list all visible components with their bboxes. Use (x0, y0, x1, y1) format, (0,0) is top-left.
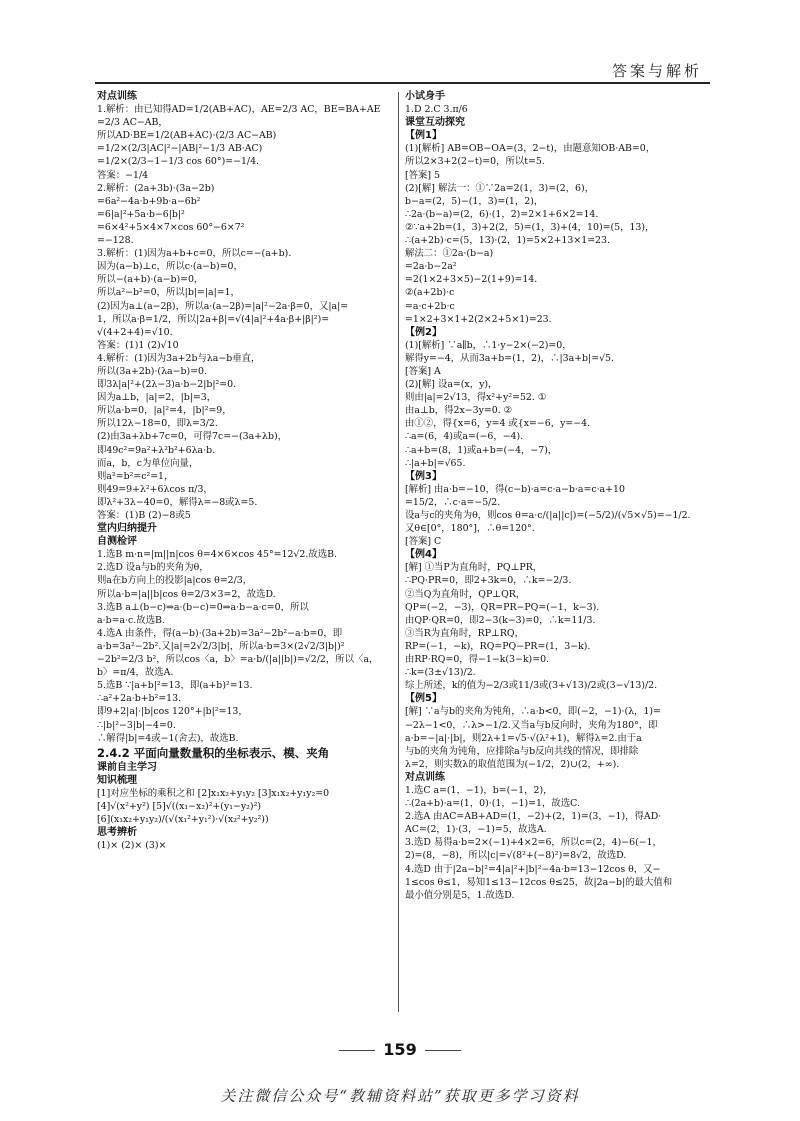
left-text-line: 则49=9+λ²+6λcos π/3， (97, 483, 213, 495)
left-text-line: 1.选B m·n=|m||n|cos θ=4×6×cos 45°=12√2.故选B. (97, 549, 337, 561)
right-text-line: 2)=(8，−8)，所以|c|=√(8²+(−8)²)=8√2，故选D. (405, 850, 627, 862)
left-text-line: 4.解析：(1)因为3a+2b与λa−b垂直， (97, 352, 261, 364)
right-text-line: 设a与c的夹角为θ，则cos θ=a·c/(|a||c|)=(−5/2)/(√5×√5)=−1/2. (405, 510, 691, 521)
right-text-line: =15/2，∴c·a=−5/2. (405, 496, 501, 508)
right-text-line: ∴(2a+b)·a=(1，0)·(1，−1)=1，故选C. (405, 798, 580, 810)
right-text-heading: 【例1】 (405, 130, 442, 142)
page-header (95, 58, 710, 84)
left-text-line: 所以a·b=0，|a|²=4，|b|²=9， (97, 405, 232, 417)
right-text-line: =1×2+3×1+2(2×2+5×1)=23. (405, 313, 552, 325)
right-text-line: [答案] C (405, 536, 442, 548)
page-number-text: 159 (383, 1040, 417, 1059)
left-text-line: 即49c²=9a²+λ²b²+6λa·b. (97, 444, 216, 456)
right-text-heading: 【例5】 (405, 693, 442, 705)
left-text-line: 4.选A 由条件，得(a−b)·(3a+2b)=3a²−2b²−a·b=0，即 (97, 627, 343, 639)
left-text-line: 3.解析：(1)因为a+b+c=0，所以c=−(a+b). (97, 248, 292, 260)
right-text-line: [答案] 5 (405, 169, 441, 181)
left-text-line: ∴|b|²−3|b|−4=0. (97, 719, 176, 731)
right-text-line: 则由|a|=2√13，得x²+y²=52. ① (405, 392, 547, 404)
right-text-line: (1)[解析] ∵a∥b，∴1·y−2×(−2)=0， (405, 339, 572, 351)
right-text-line: [答案] A (405, 365, 441, 377)
left-text-line: 因为a⊥b，|a|=2，|b|=3， (97, 392, 217, 404)
left-text-line: 答案：(1)B (2)−8或5 (97, 510, 191, 521)
left-text-line: −2b²=2/3 b²，所以cos〈a，b〉=a·b/(|a||b|)=√2/2，所以〈a， (97, 654, 379, 666)
page-number-dash-right (425, 1050, 461, 1051)
header-rule (95, 82, 710, 84)
right-text-line: 4.选D 由于|2a−b|²=4|a|²+|b|²−4a·b=13−12cos θ，又− (405, 863, 661, 875)
right-text-line: (2)[解] 解法一：①∵2a=2(1，3)=(2，6)， (405, 182, 595, 194)
right-text-line: ∴(a+2b)·c=(5，13)·(2，1)=5×2+13×1=23. (405, 235, 610, 247)
right-text-line: AC=(2，1)·(3，−1)=5，故选A. (405, 824, 547, 836)
right-text-heading: 【例3】 (405, 470, 442, 482)
left-text-line: =2/3 AC−AB， (97, 117, 168, 129)
left-text-heading: 思考辨析 (97, 827, 137, 839)
left-text-line: (2)因为a⊥(a−2β)，所以a·(a−2β)=|a|²−2a·β=0，又|a|= (97, 300, 349, 312)
right-text-line: 所以2×3+2(2−t)=0，所以t=5. (405, 156, 545, 168)
left-text-heading: 知识梳理 (97, 774, 137, 786)
left-text-line: 答案：(1)1 (2)√10 (97, 339, 179, 351)
right-text-heading: 小试身手 (405, 91, 445, 102)
right-text-line: 1.选C a=(1，−1)，b=(−1，2)， (405, 784, 553, 796)
left-text-line: (1)× (2)× (3)× (97, 840, 167, 852)
right-text-line: =2a·b−2a² (405, 261, 457, 273)
left-text-line: =1/2×(2/3|AC|²−|AB|²−1/3 AB·AC) (97, 143, 263, 155)
page-number (0, 1040, 800, 1059)
left-text-line: (2)由3a+λb+7c=0，可得7c=−(3a+λb)， (97, 431, 287, 443)
left-text-line: 即λ²+3λ−40=0，解得λ=−8或λ=5. (97, 496, 258, 508)
right-text-heading: 课堂互动探究 (405, 117, 465, 129)
right-text-line: 由QP·QR=0，即2−3(k−3)=0，∴k=11/3. (405, 614, 596, 626)
left-text-line: 而a，b，c为单位向量， (97, 457, 199, 469)
left-text-heading: 对点训练 (97, 91, 137, 102)
right-text-line: 3.选D 易得a·b=2×(−1)+4×2=6，所以c=(2，4)−6(−1， (405, 837, 662, 849)
right-text-line: b−a=(2，5)−(1，3)=(1，2)， (405, 195, 544, 207)
right-text-line: ②∵a+2b=(1，3)+2(2，5)=(1，3)+(4，10)=(5，13)， (405, 221, 655, 233)
left-text-heading: 课前自主学习 (97, 761, 157, 773)
left-text-line: 2.解析：(2a+3b)·(3a−2b) (97, 182, 215, 194)
right-text-line: [解] ①当P为直角时，PQ⊥PR， (405, 562, 543, 574)
left-text-line: 所以AD·BE=1/2(AB+AC)·(2/3 AC−AB) (97, 130, 277, 142)
right-text-line: 综上所述，k的值为−2/3或11/3或(3+√13)/2或(3−√13)/2. (405, 680, 658, 692)
left-text-line: 因为(a−b)⊥c，所以c·(a−b)=0， (97, 261, 243, 273)
left-text-line: 所以−(a+b)·(a−b)=0， (97, 274, 204, 286)
right-text-line: λ=2，则实数λ的取值范围为(−1/2，2)∪(2，+∞). (405, 758, 620, 770)
right-text-line: (1)[解析] AB=OB−OA=(3，2−t)，由题意知OB·AB=0， (405, 143, 656, 155)
left-text-line: =6a²−4a·b+9b·a−6b² (97, 195, 201, 207)
right-text-line: ∴2a·(b−a)=(2，6)·(1，2)=2×1+6×2=14. (405, 208, 599, 220)
right-text-line: ∴PQ·PR=0，即2+3k=0，∴k=−2/3. (405, 575, 572, 587)
left-text-heading: 2.4.2 平面向量数量积的坐标表示、模、夹角 (97, 745, 330, 760)
right-text-line: ∴|a+b|=√65. (405, 457, 466, 469)
left-text-line: =6×4²+5×4×7×cos 60°−6×7² (97, 221, 245, 233)
left-text-line: 所以12λ−18=0，即λ=3/2. (97, 418, 218, 430)
right-column (405, 90, 710, 902)
right-text-line: 2.选A 由AC=AB+AD=(1，−2)+(2，1)=(3，−1)，得AD· (405, 811, 662, 823)
column-divider (398, 92, 399, 1012)
left-text-heading: 堂内归纳提升 (97, 523, 157, 535)
right-text-line: 与b的夹角为钝角，应排除a与b反向共线的情况，即排除 (405, 745, 639, 757)
right-text-line: [解] ∵a与b的夹角为钝角，∴a·b<0，即(−2，−1)·(λ，1)= (405, 706, 661, 718)
right-text-heading: 对点训练 (405, 771, 445, 783)
right-text-line: ∴a=(6，4)或a=(−6，−4). (405, 431, 524, 443)
right-text-line: ②(a+2b)·c (405, 287, 455, 299)
left-text-line: √(4+2+4)=√10. (97, 326, 173, 338)
left-text-line: [4]√(x²+y²) [5]√((x₁−x₂)²+(y₁−y₂)²) (97, 800, 261, 812)
right-text-line: ③当R为直角时，RP⊥RQ， (405, 627, 524, 639)
left-text-line: =6|a|²+5a·b−6|b|² (97, 208, 185, 220)
right-text-line: [解析] 由a·b=−10，得(c−b)·a=c·a−b·a=c·a+10 (405, 483, 625, 495)
right-text-line: 1≤cos θ≤1，易知1≤13−12cos θ≤25，故|2a−b|的最大值和 (405, 876, 673, 888)
left-text-line: [6](x₁x₂+y₁y₂)/(√(x₁²+y₁²)·√(x₂²+y₂²)) (97, 814, 269, 826)
left-text-line: 所以a²−b²=0，所以|b|=|a|=1， (97, 287, 240, 299)
left-text-line: 所以a·b=|a||b|cos θ=2/3×3=2，故选D. (97, 588, 276, 600)
left-column (97, 90, 397, 852)
right-text-line: a·b=−|a|·|b|，则2λ+1=√5·√(λ²+1)，解得λ=2.由于a (405, 732, 642, 744)
left-text-line: 所以(3a+2b)·(λa−b)=0. (97, 365, 207, 377)
right-text-line: (2)[解] 设a=(x，y)， (405, 379, 498, 391)
left-text-line: 1，所以a·β=1/2，所以|2a+β|=√(4|a|²+4a·β+|β|²)= (97, 313, 330, 325)
left-text-line: ∴解得|b|=4或−1(舍去)，故选B. (97, 732, 239, 744)
header-title: 答案与解析 (611, 62, 702, 80)
right-text-line: 最小值分别是5，1.故选D. (405, 889, 515, 901)
right-text-line: ∴a+b=(8，1)或a+b=(−4，−7)， (405, 444, 558, 456)
left-text-line: ∴a²+2a·b+b²=13. (97, 693, 182, 705)
left-text-line: a·b=3a²−2b².又|a|=2√2/3|b|，所以a·b=3×(2√2/3|b|)² (97, 640, 345, 652)
right-text-heading: 【例4】 (405, 549, 442, 561)
right-text-line: =a·c+2b·c (405, 300, 455, 312)
right-text-line: 解得y=−4，从而3a+b=(1，2)，∴|3a+b|=√5. (405, 352, 614, 364)
right-text-line: QP=(−2，−3)，QR=PR−PQ=(−1，k−3). (405, 601, 600, 613)
right-text-line: −2λ−1<0，∴λ>−1/2.又当a与b反向时，夹角为180°，即 (405, 719, 658, 731)
left-text-line: =1/2×(2/3−1−1/3 cos 60°)=−1/4. (97, 156, 260, 168)
right-text-line: ∴k=(3±√13)/2. (405, 667, 476, 679)
left-text-line: 则a²=b²=c²=1， (97, 470, 174, 482)
page-number-dash-left (339, 1050, 375, 1051)
right-text-line: 1.D 2.C 3.π/6 (405, 104, 468, 116)
left-text-line: =−128. (97, 235, 134, 247)
footer-note: 关注微信公众号“教辅资料站”获取更多学习资料 (220, 1087, 580, 1105)
left-text-line: 5.选B ∵|a+b|²=13，即(a+b)²=13. (97, 680, 253, 692)
left-text-line: b〉=π/4，故选A. (97, 667, 174, 679)
right-text-line: 解法二：①2a·(b−a) (405, 248, 494, 260)
right-text-line: 由a⊥b，得2x−3y=0. ② (405, 405, 513, 417)
left-text-line: 2.选D 设a与b的夹角为θ， (97, 562, 209, 574)
right-text-line: 由①②，得{x=6，y=4 或{x=−6，y=−4. (405, 418, 591, 430)
right-text-heading: 【例2】 (405, 326, 442, 338)
right-text-line: RP=(−1，−k)，RQ=PQ−PR=(1，3−k). (405, 640, 591, 652)
right-text-line: ②当Q为直角时，QP⊥QR， (405, 588, 526, 600)
left-text-line: 答案：−1/4 (97, 169, 149, 181)
right-text-line: 由RP·RQ=0，得−1−k(3−k)=0. (405, 654, 550, 666)
left-text-heading: 自测检评 (97, 536, 137, 548)
left-text-line: 即3λ|a|²+(2λ−3)a·b−2|b|²=0. (97, 379, 237, 391)
left-text-line: [1]对应坐标的乘积之和 [2]x₁x₂+y₁y₂ [3]x₁x₂+y₁y₂=0 (97, 787, 330, 799)
left-text-line: 即9+2|a|·|b|cos 120°+|b|²=13， (97, 706, 248, 718)
left-text-line: a·b=a·c.故选B. (97, 614, 165, 626)
right-text-line: 又θ∈[0°，180°]，∴θ=120°. (405, 523, 535, 535)
left-text-line: 1.解析：由已知得AD=1/2(AB+AC)，AE=2/3 AC，BE=BA+AE (97, 104, 381, 116)
left-text-line: 3.选B a⊥(b−c)⇒a·(b−c)=0⇒a·b−a·c=0，所以 (97, 601, 309, 613)
right-text-line: =2(1×2+3×5)−2(1+9)=14. (405, 274, 538, 286)
left-text-line: 则a在b方向上的投影|a|cos θ=2/3， (97, 575, 253, 587)
